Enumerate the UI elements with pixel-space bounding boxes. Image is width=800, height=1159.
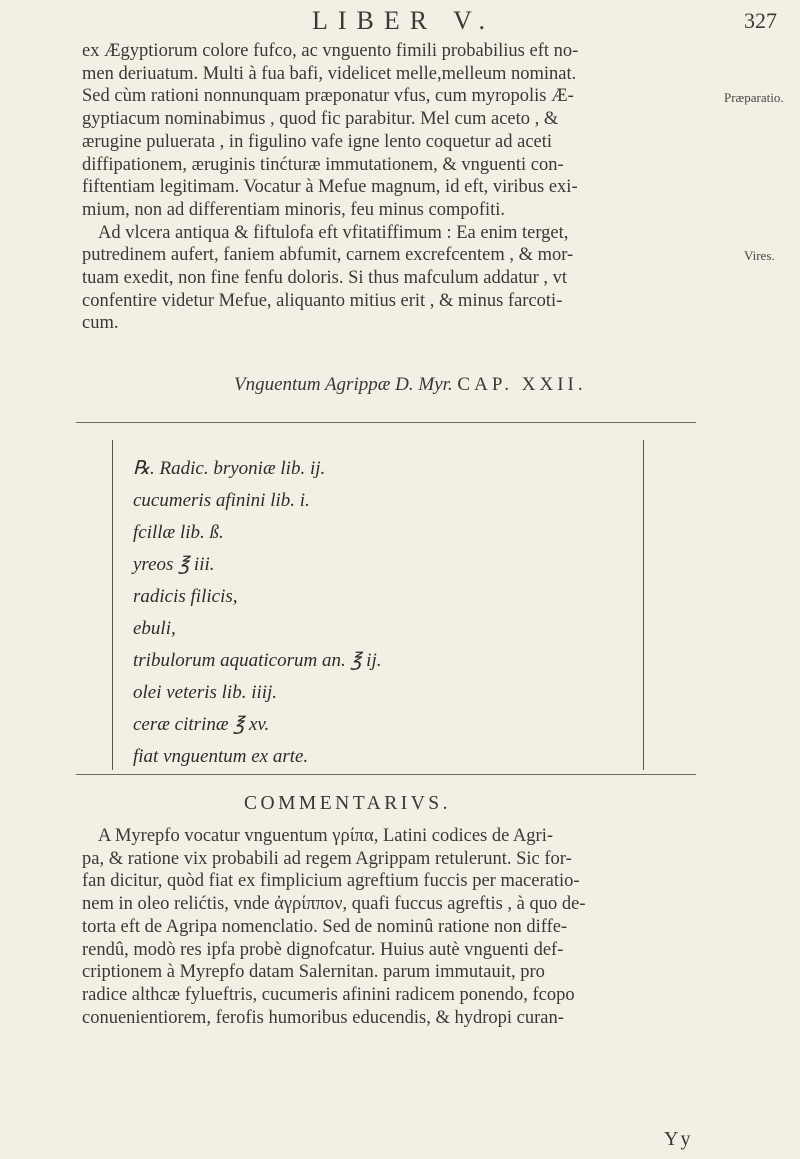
recipe-line: yreos ℥ iii. xyxy=(133,554,215,575)
recipe-list xyxy=(133,453,629,773)
top-rule xyxy=(76,422,696,423)
recipe-line: ceræ citrinæ ℥ xv. xyxy=(133,714,270,735)
body-line: gyptiacum nominabimus , quod fic parabitur. Mel cum aceto , & xyxy=(82,109,559,130)
commentary-line: nem in oleo relićtis, vnde ἀγρίππον, quafi fuccus agreftis , à quo de- xyxy=(82,894,586,915)
body-line: ærugine puluerata , in figulino vafe igne lento coquetur ad aceti xyxy=(82,131,553,152)
chapter-number: CAP. XXII. xyxy=(457,374,587,395)
recipe-line: cucumeris afinini lib. i. xyxy=(133,490,310,511)
recipe-line: fiat vnguentum ex arte. xyxy=(133,746,309,767)
commentary-line: conuenientiorem, ferofis humoribus educendis, & hydropi curan- xyxy=(82,1007,564,1028)
recipe-line: fcillæ lib. ß. xyxy=(133,522,224,543)
commentary-line: pa, & ratione vix probabili ad regem Agrippam retulerunt. Sic for- xyxy=(82,848,572,869)
recipe-box xyxy=(112,440,644,770)
margin-note-preparatio: Præparatio. xyxy=(724,90,784,105)
margin-note-vires: Vires. xyxy=(744,248,775,263)
body-paragraph xyxy=(82,40,714,335)
body-line: men deriuatum. Multi à fua bafi, videlicet melle,melleum nominat. xyxy=(82,63,577,84)
recipe-line: ebuli, xyxy=(133,618,176,639)
body-line: ex Ægyptiorum colore fufco, ac vnguento fimili probabilius eft no- xyxy=(82,41,579,61)
commentary-paragraph xyxy=(82,825,714,1029)
body-line: fiftentiam legitimam. Vocatur à Mefue magnum, id eft, viribus exi- xyxy=(82,177,578,198)
commentary-line: criptionem à Myrepfo datam Salernitan. parum immutauit, pro xyxy=(82,962,545,983)
recipe-line: tribulorum aquaticorum an. ℥ ij. xyxy=(133,650,382,671)
commentary-line: fan dicitur, quòd fiat ex fimplicium agreftium fuccis per maceratio- xyxy=(82,871,580,892)
recipe-line: olei veteris lib. iiij. xyxy=(133,682,278,703)
body-line: diffipationem, æruginis tinćturæ immutationem, & vnguenti con- xyxy=(82,154,564,175)
body-line: cum. xyxy=(82,313,119,334)
body-line: tuam exedit, non fine fenfu doloris. Si thus mafculum addatur , vt xyxy=(82,268,568,289)
commentary-heading: COMMENTARIVS. xyxy=(244,793,451,814)
body-line: Ad vlcera antiqua & fiftulofa eft vfitatiffimum : Ea enim terget, xyxy=(98,222,569,243)
body-line: putredinem aufert, faniem abfumit, carnem excrefcentem , & mor- xyxy=(82,245,574,266)
commentary-line: A Myrepfo vocatur vnguentum γρίπα, Latini codices de Agri- xyxy=(98,826,553,846)
bottom-rule xyxy=(76,774,696,775)
catchword: Yy xyxy=(664,1128,693,1150)
running-head-title: LIBER V. xyxy=(312,6,496,35)
chapter-heading xyxy=(234,374,587,396)
body-line: Sed cùm rationi nonnunquam præponatur vfus, cum myropolis Æ- xyxy=(82,86,574,107)
recipe-line: ℞. Radic. bryoniæ lib. ij. xyxy=(133,458,326,479)
commentary-line: rendû, modò res ipfa probè dignofcatur. Huius autè vnguenti def- xyxy=(82,939,564,960)
body-line: confentire videtur Mefue, aliquanto mitius erit , & minus farcoti- xyxy=(82,290,563,311)
recipe-line: radicis filicis, xyxy=(133,586,238,607)
page-number: 327 xyxy=(744,8,777,33)
chapter-title: Vnguentum Agrippæ D. Myr. xyxy=(234,374,453,395)
commentary-line: torta eft de Agripa nomenclatio. Sed de nominû ratione non diffe- xyxy=(82,916,568,937)
commentary-line: radice althcæ fylueftris, cucumeris afinini radicem ponendo, fcopo xyxy=(82,984,575,1005)
body-line: mium, non ad differentiam minoris, feu minus compofiti. xyxy=(82,199,506,220)
